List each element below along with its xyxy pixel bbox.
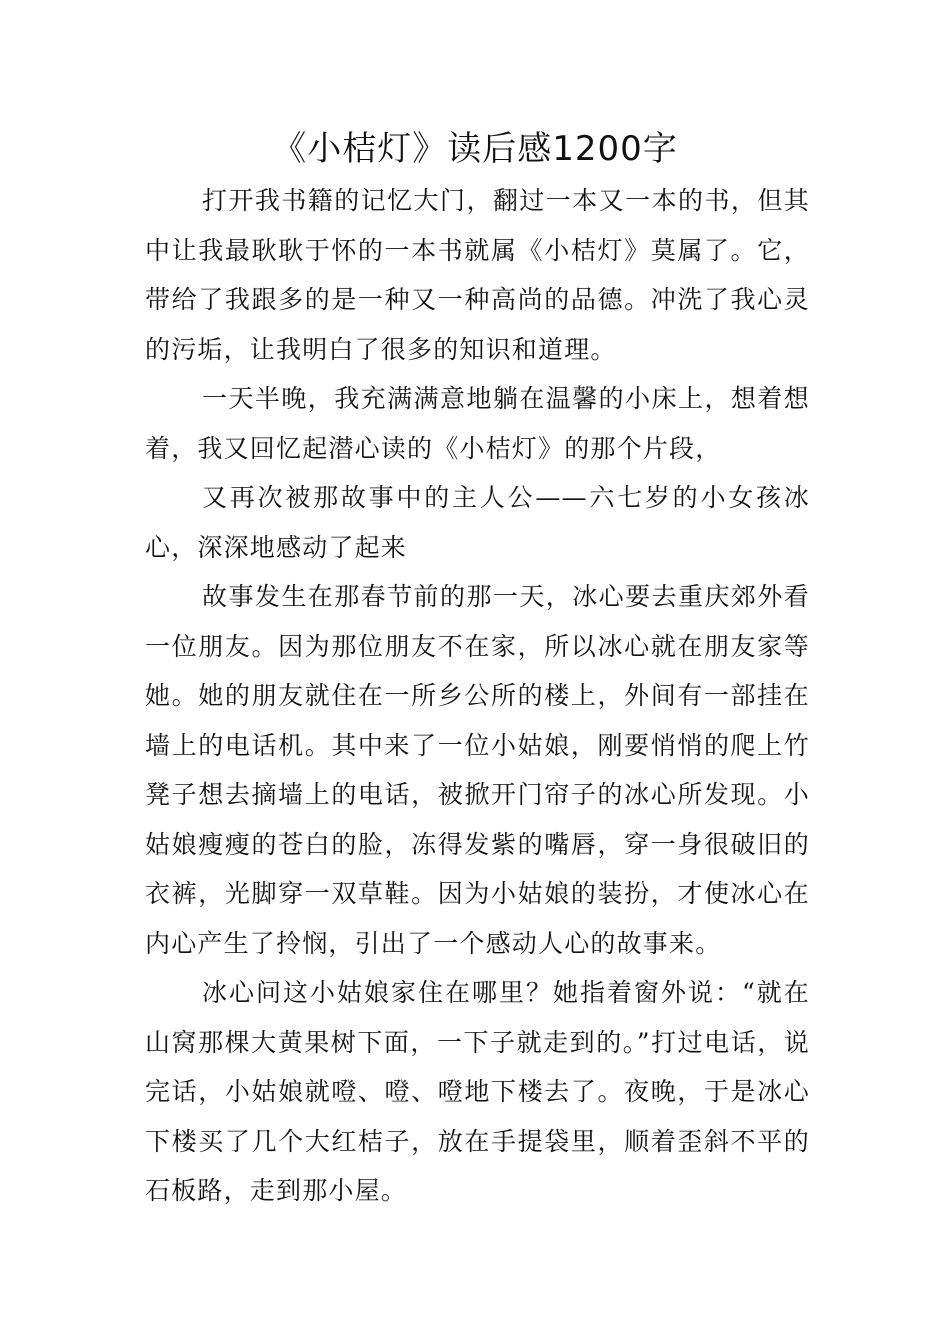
document-title: 《小桔灯》读后感1200字 [272,129,678,169]
paragraph-1: 打开我书籍的记忆大门，翻过一本又一本的书，但其中让我最耿耿于怀的一本书就属《小桔灯》莫属了。它，带给了我跟多的是一种又一种高尚的品德。冲洗了我心灵的污垢，让我明白了很多的知识和道理。 [145,186,810,364]
paragraph-3: 又再次被那故事中的主人公——六七岁的小女孩冰心，深深地感动了起来 [145,483,810,562]
paragraph-2: 一天半晚，我充满满意地躺在温馨的小床上，想着想着，我又回忆起潜心读的《小桔灯》的那个片段， [145,384,810,463]
paragraph-5: 冰心问这小姑娘家住在哪里？她指着窗外说：“就在山窝那棵大黄果树下面，一下子就走到的。”打过电话，说完话，小姑娘就噔、噔、噔地下楼去了。夜晚，于是冰心下楼买了几个大红桔子，放在手提袋里，顺着歪斜不平的石板路，走到那小屋。 [145,978,810,1205]
document-body [145,176,810,1216]
paragraph-4: 故事发生在那春节前的那一天，冰心要去重庆郊外看一位朋友。因为那位朋友不在家，所以冰心就在朋友家等她。她的朋友就住在一所乡公所的楼上，外间有一部挂在墙上的电话机。其中来了一位小姑娘，刚要悄悄的爬上竹凳子想去摘墙上的电话，被掀开门帘子的冰心所发现。小姑娘瘦瘦的苍白的脸，冻得发紫的嘴唇，穿一身很破旧的衣裤，光脚穿一双草鞋。因为小姑娘的装扮，才使冰心在内心产生了拎悯，引出了一个感动人心的故事来。 [145,582,810,958]
